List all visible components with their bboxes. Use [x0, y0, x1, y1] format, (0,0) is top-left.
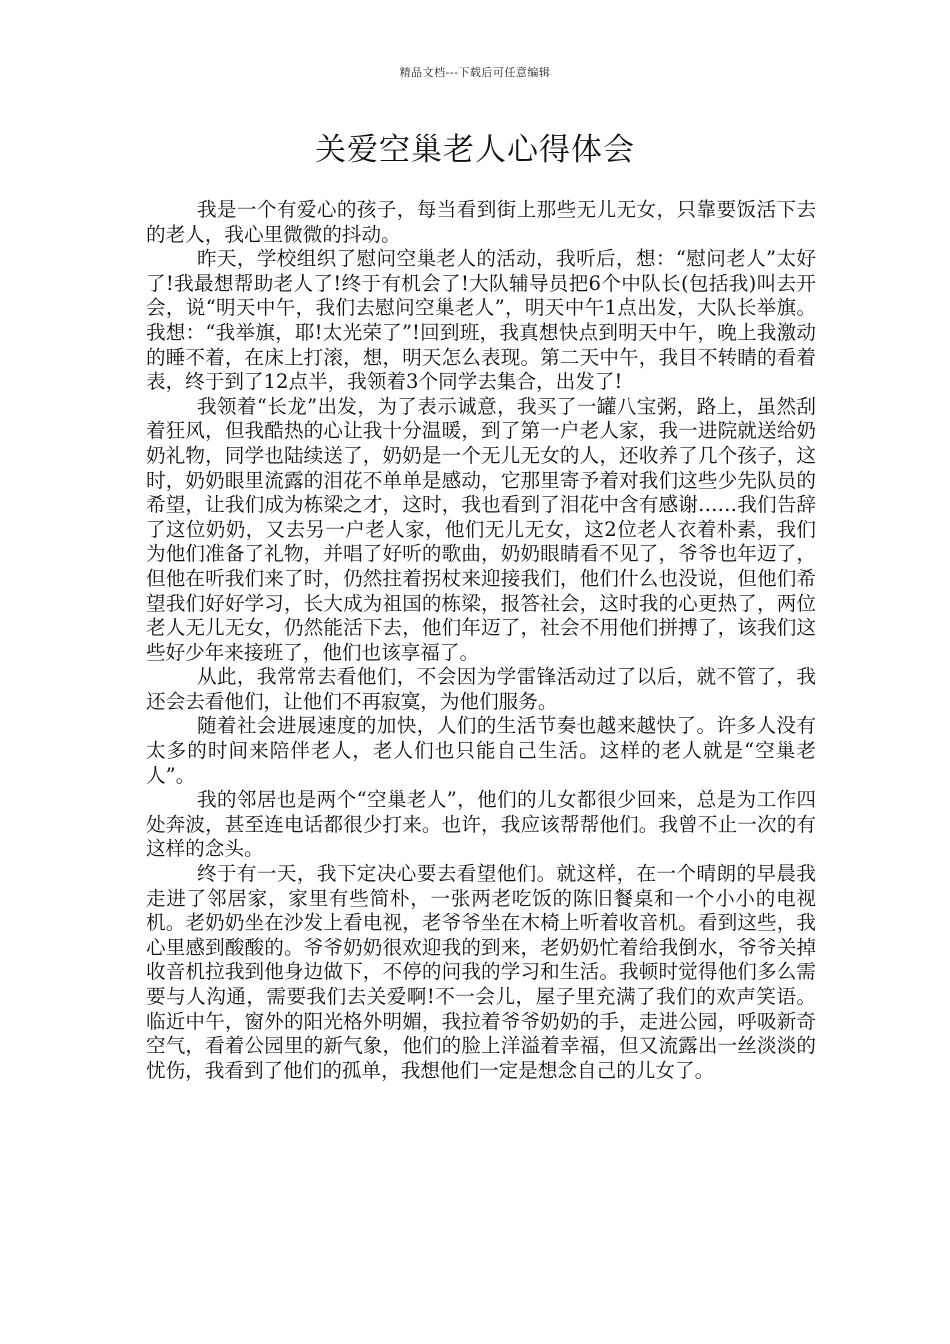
paragraph: 终于有一天，我下定决心要去看望他们。就这样，在一个晴朗的早晨我走进了邻居家，家里有些简朴，一张两老吃饭的陈旧餐桌和一个小小的电视机。老奶奶坐在沙发上看电视，老爷爷坐在木椅上听着收音机。看到这些，我心里感到酸酸的。爷爷奶奶很欢迎我的到来，老奶奶忙着给我倒水，爷爷关掉收音机拉我到他身边做下，不停的问我的学习和生活。我顿时觉得他们多么需要与人沟通，需要我们去关爱啊!不一会儿，屋子里充满了我们的欢声笑语。临近中午，窗外的阳光格外明媚，我拉着爷爷奶奶的手，走进公园，呼吸新奇空气，看着公园里的新气象，他们的脸上洋溢着幸福，但又流露出一丝淡淡的忧伤，我看到了他们的孤单，我想他们一定是想念自己的儿女了。 — [146, 862, 816, 1082]
paragraph: 昨天，学校组织了慰问空巢老人的活动，我听后，想：“慰问老人”太好了!我最想帮助老人了!终于有机会了!大队辅导员把6个中队长(包括我)叫去开会，说“明天中午，我们去慰问空巢老人”，明天中午1点出发，大队长举旗。我想：“我举旗，耶!太光荣了”!回到班，我真想快点到明天中午，晚上我激动的睡不着，在床上打滚，想，明天怎么表现。第二天中午，我目不转睛的看着表，终于到了12点半，我领着3个同学去集合，出发了! — [146, 247, 816, 394]
paragraph: 我的邻居也是两个“空巢老人”，他们的儿女都很少回来，总是为工作四处奔波，甚至连电话都很少打来。也许，我应该帮帮他们。我曾不止一次的有这样的念头。 — [146, 788, 816, 861]
paragraph: 随着社会进展速度的加快，人们的生活节奏也越来越快了。许多人没有太多的时间来陪伴老人，老人们也只能自己生活。这样的老人就是“空巢老人”。 — [146, 714, 816, 787]
document-body — [146, 198, 816, 1083]
paragraph: 我领着“长龙”出发，为了表示诚意，我买了一罐八宝粥，路上，虽然刮着狂风，但我酷热的心让我十分温暖，到了第一户老人家，我一进院就送给奶奶礼物，同学也陆续送了，奶奶是一个无儿无女的人，还收养了几个孩子，这时，奶奶眼里流露的泪花不单单是感动，它那里寄予着对我们这些少先队员的希望，让我们成为栋梁之才，这时，我也看到了泪花中含有感谢……我们告辞了这位奶奶，又去另一户老人家，他们无儿无女，这2位老人衣着朴素，我们为他们准备了礼物，并唱了好听的歌曲，奶奶眼睛看不见了，爷爷也年迈了，但他在听我们来了时，仍然拄着拐杖来迎接我们，他们什么也没说，但他们希望我们好好学习，长大成为祖国的栋梁，报答社会，这时我的心更热了，两位老人无儿无女，仍然能活下去，他们年迈了，社会不用他们拼搏了，该我们这些好少年来接班了，他们也该享福了。 — [146, 394, 816, 664]
paragraph: 从此，我常常去看他们，不会因为学雷锋活动过了以后，就不管了，我还会去看他们，让他们不再寂寞，为他们服务。 — [146, 665, 816, 713]
document-title: 关爱空巢老人心得体会 — [315, 132, 635, 168]
header-note: 精品文档---下载后可任意编辑 — [399, 66, 551, 79]
paragraph: 我是一个有爱心的孩子，每当看到街上那些无儿无女，只靠要饭活下去的老人，我心里微微的抖动。 — [146, 198, 816, 246]
